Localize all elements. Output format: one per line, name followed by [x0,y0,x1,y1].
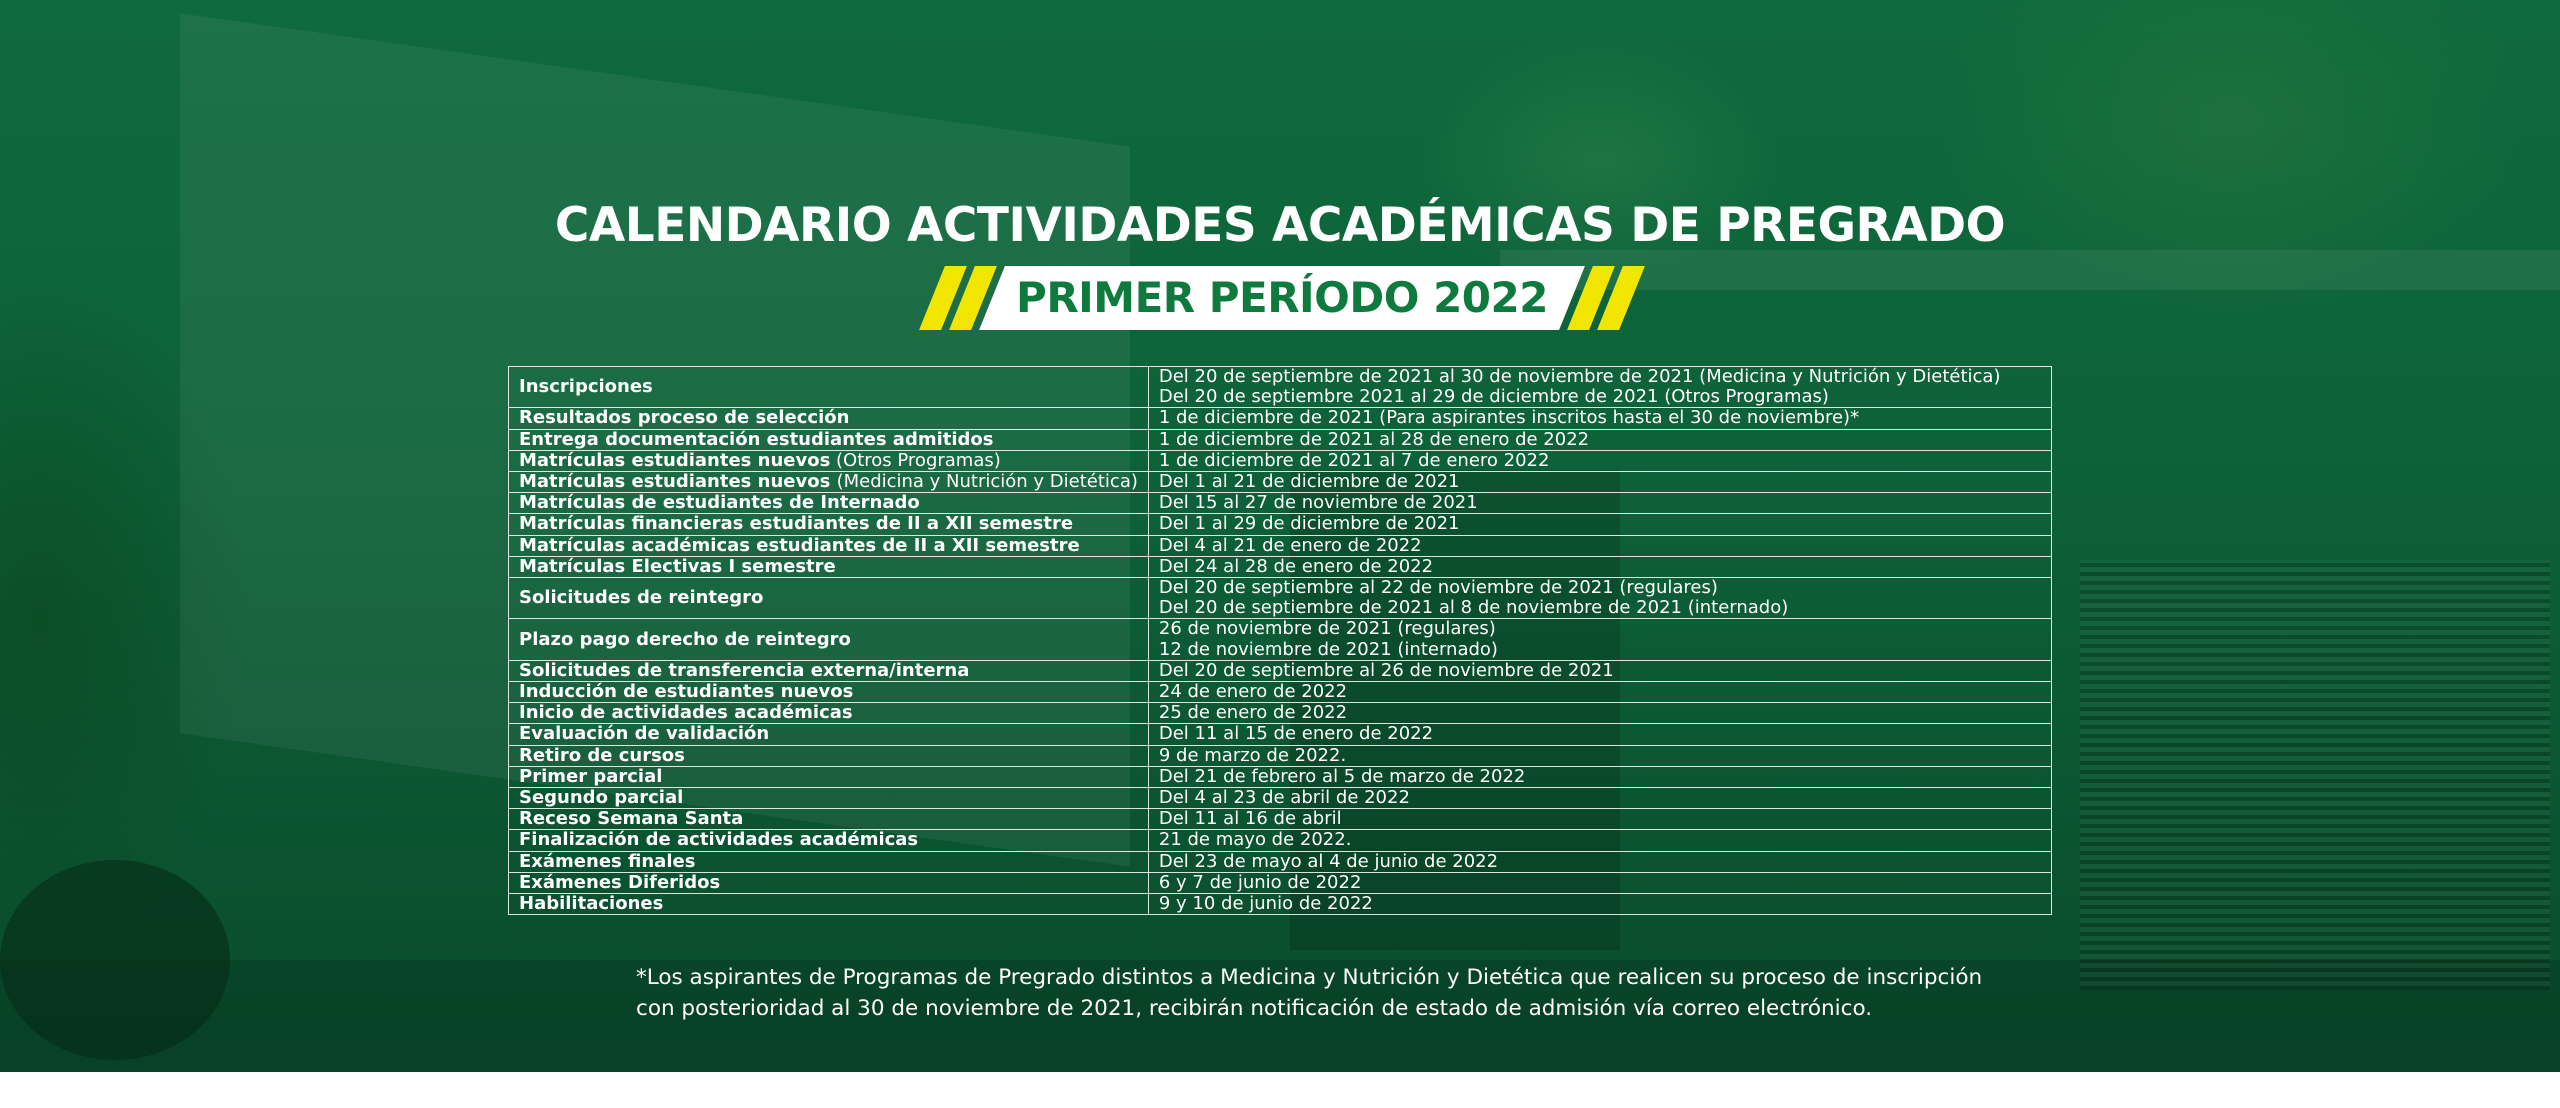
date-text: Del 20 de septiembre de 2021 al 8 de noviembre de 2021 (internado) [1158,597,1789,619]
activity-label: Retiro de cursos [519,744,685,766]
table-row [509,408,2052,429]
date-cell [1148,429,2051,450]
table-row [509,619,2052,660]
date-text: Del 20 de septiembre de 2021 al 30 de noviembre de 2021 (Medicina y Nutrición y Dietética) [1158,366,2001,387]
table-row [509,429,2052,450]
activity-label: Exámenes Diferidos [519,871,721,893]
activity-cell [509,367,1149,408]
table-row [509,472,2052,493]
date-text: 1 de diciembre de 2021 al 28 de enero de 2022 [1158,428,1590,450]
date-cell [1148,766,2051,787]
activity-label: Exámenes finales [519,850,696,872]
activity-cell [509,745,1149,766]
date-text: 9 de marzo de 2022. [1158,744,1347,766]
date-text: 1 de diciembre de 2021 al 7 de enero 2022 [1158,449,1550,471]
activity-label: Matrículas estudiantes nuevos [519,449,831,471]
date-text: 26 de noviembre de 2021 (regulares) [1158,618,1496,640]
date-text: Del 20 de septiembre 2021 al 29 de diciembre de 2021 (Otros Programas) [1158,386,1829,408]
date-cell [1148,809,2051,830]
activity-cell [509,703,1149,724]
date-cell [1148,660,2051,681]
date-text: 6 y 7 de junio de 2022 [1158,871,1362,893]
activity-cell [509,788,1149,809]
activity-note: (Otros Programas) [830,449,1001,471]
activity-label: Solicitudes de transferencia externa/interna [519,659,970,681]
building-roof-photo [1500,250,2560,290]
activity-cell [509,809,1149,830]
activity-cell [509,894,1149,915]
date-cell [1148,578,2051,619]
date-cell [1148,472,2051,493]
date-cell [1148,367,2051,408]
activity-label: Habilitaciones [519,893,664,915]
schedule-table-body [509,367,2052,915]
activity-cell [509,872,1149,893]
date-text: Del 1 al 29 de diciembre de 2021 [1158,513,1460,535]
activity-label: Matrículas financieras estudiantes de II a XII semestre [519,513,1074,535]
activity-label: Inicio de actividades académicas [519,702,853,724]
activity-cell [509,450,1149,471]
activity-label: Inscripciones [519,376,653,398]
activity-label: Receso Semana Santa [519,808,744,830]
table-row [509,703,2052,724]
page-subtitle: PRIMER PERÍODO 2022 [1016,273,1548,322]
date-cell [1148,851,2051,872]
activity-cell [509,429,1149,450]
table-row [509,556,2052,577]
activity-cell [509,660,1149,681]
table-row [509,872,2052,893]
activity-label: Finalización de actividades académicas [519,829,919,851]
date-text: Del 11 al 16 de abril [1158,808,1342,830]
date-cell [1148,493,2051,514]
activity-label: Evaluación de validación [519,723,770,745]
table-row [509,809,2052,830]
date-text: 12 de noviembre de 2021 (internado) [1158,638,1498,660]
activity-cell [509,766,1149,787]
page-title: CALENDARIO ACTIVIDADES ACADÉMICAS DE PREGRADO [554,198,2006,253]
date-cell [1148,619,2051,660]
activity-label: Inducción de estudiantes nuevos [519,681,854,703]
activity-cell [509,851,1149,872]
footnote-line: con posterioridad al 30 de noviembre de 2021, recibirán notificación de estado de admisión vía correo electrónico. [636,996,1873,1021]
date-cell [1148,450,2051,471]
table-row [509,788,2052,809]
date-cell [1148,745,2051,766]
date-cell [1148,788,2051,809]
table-row [509,578,2052,619]
subtitle-banner [920,266,1640,330]
activity-cell [509,514,1149,535]
activity-label: Entrega documentación estudiantes admitidos [519,428,994,450]
date-text: Del 23 de mayo al 4 de junio de 2022 [1158,850,1499,872]
date-text: 9 y 10 de junio de 2022 [1158,893,1373,915]
date-cell [1148,894,2051,915]
date-cell [1148,535,2051,556]
date-text: 25 de enero de 2022 [1158,702,1348,724]
schedule-table [508,366,2052,915]
activity-label: Plazo pago derecho de reintegro [519,628,851,650]
date-text: Del 24 al 28 de enero de 2022 [1158,555,1434,577]
activity-note: (Medicina y Nutrición y Dietética) [836,471,1138,493]
footnote-line: *Los aspirantes de Programas de Pregrado distintos a Medicina y Nutrición y Dietética que realicen su proceso de inscripción [636,965,1983,990]
activity-cell [509,830,1149,851]
activity-label: Segundo parcial [519,787,684,809]
activity-label: Matrículas de estudiantes de Internado [519,492,920,514]
date-text: Del 4 al 21 de enero de 2022 [1158,534,1422,556]
table-row [509,450,2052,471]
activity-label: Matrículas Electivas I semestre [519,555,836,577]
activity-cell [509,472,1149,493]
activity-cell [509,682,1149,703]
table-row [509,851,2052,872]
activity-label: Solicitudes de reintegro [519,587,764,609]
activity-cell [509,578,1149,619]
table-row [509,724,2052,745]
activity-cell [509,408,1149,429]
activity-cell [509,724,1149,745]
date-text: Del 1 al 21 de diciembre de 2021 [1158,471,1460,493]
date-cell [1148,682,2051,703]
date-text: Del 20 de septiembre al 26 de noviembre de 2021 [1158,659,1614,681]
activity-cell [509,556,1149,577]
date-text: 1 de diciembre de 2021 (Para aspirantes inscritos hasta el 30 de noviembre)* [1158,407,1860,429]
table-row [509,745,2052,766]
date-text: Del 21 de febrero al 5 de marzo de 2022 [1158,765,1526,787]
date-text: Del 15 al 27 de noviembre de 2021 [1158,492,1478,514]
table-row [509,493,2052,514]
date-cell [1148,703,2051,724]
date-text: 21 de mayo de 2022. [1158,829,1352,851]
table-row [509,682,2052,703]
table-row [509,830,2052,851]
table-row [509,535,2052,556]
date-cell [1148,724,2051,745]
table-row [509,660,2052,681]
table-row [509,894,2052,915]
activity-cell [509,619,1149,660]
activity-cell [509,493,1149,514]
date-text: Del 4 al 23 de abril de 2022 [1158,787,1410,809]
table-row [509,367,2052,408]
activity-label: Resultados proceso de selección [519,407,850,429]
table-row [509,514,2052,535]
date-text: 24 de enero de 2022 [1158,681,1348,703]
bush-photo [0,860,230,1060]
activity-label: Matrículas académicas estudiantes de II a XII semestre [519,534,1080,556]
activity-label: Primer parcial [519,765,663,787]
activity-cell [509,535,1149,556]
date-cell [1148,872,2051,893]
date-cell [1148,408,2051,429]
date-cell [1148,830,2051,851]
date-text: Del 20 de septiembre al 22 de noviembre de 2021 (regulares) [1158,577,1718,599]
table-row [509,766,2052,787]
date-text: Del 11 al 15 de enero de 2022 [1158,723,1434,745]
activity-label: Matrículas estudiantes nuevos [519,471,837,493]
date-cell [1148,556,2051,577]
footnote [636,962,2136,1024]
date-cell [1148,514,2051,535]
building-shutter-photo [2080,560,2550,990]
